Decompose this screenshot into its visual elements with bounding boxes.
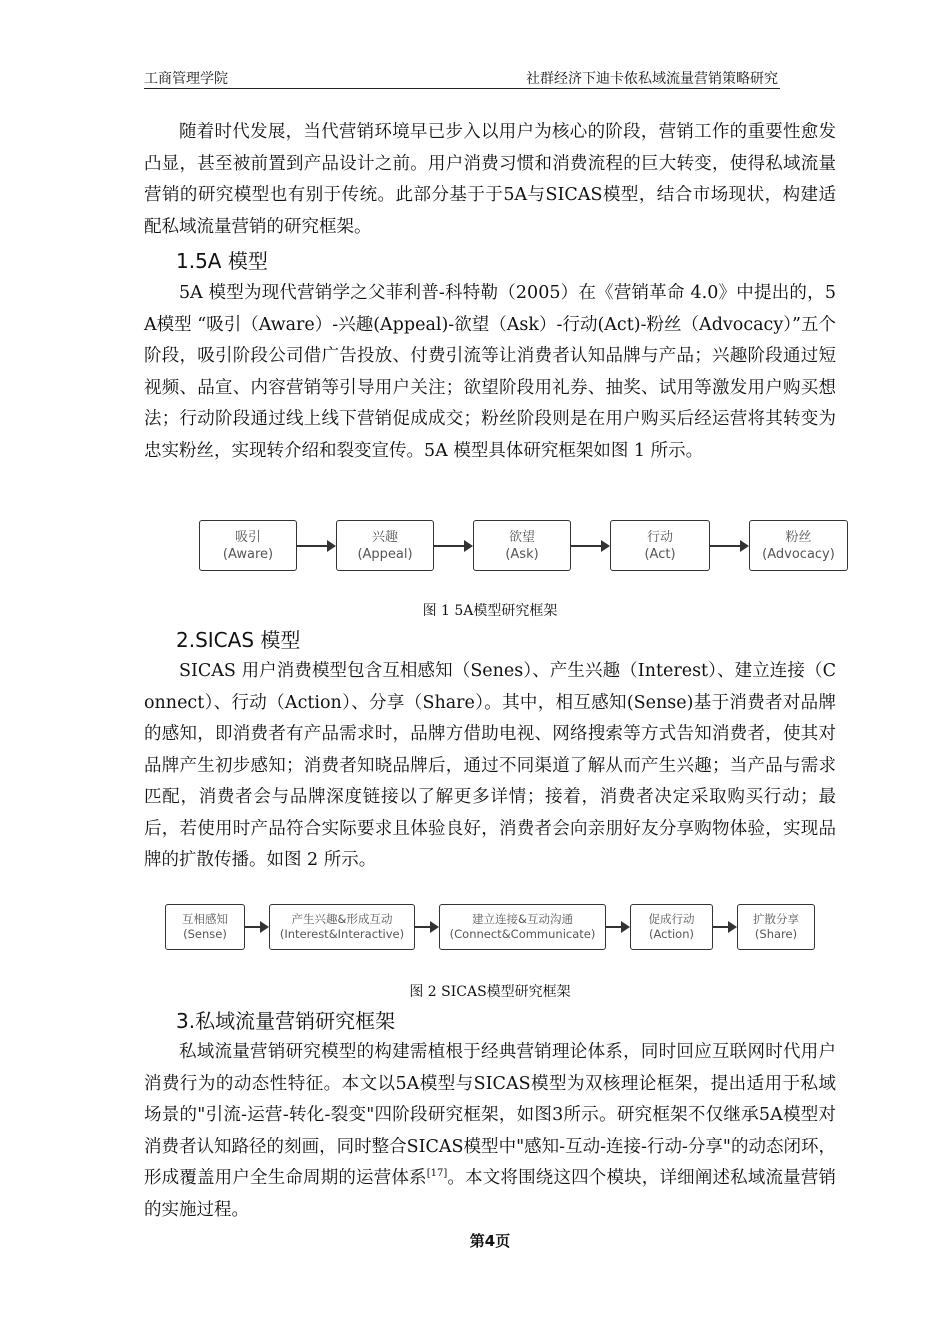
section2-heading: 2.SICAS 模型 — [176, 628, 301, 652]
section1-heading: 1.5A 模型 — [176, 249, 268, 273]
page-header — [144, 66, 780, 89]
figure1-box-label: 行动 — [646, 529, 673, 545]
figure1-box-ask — [473, 520, 571, 571]
figure2-arrow — [606, 926, 628, 928]
figure1-box-advocacy — [749, 520, 848, 571]
figure2-box-label: 产生兴趣&形成互动 — [291, 912, 393, 926]
figure1-arrow — [710, 545, 747, 547]
figure2-box-label: 建立连接&互动沟通 — [472, 912, 573, 926]
figure2-box-label: 扩散分享 — [753, 912, 799, 926]
figure1-box-sublabel: (Aware) — [222, 546, 274, 562]
figure2-box-sublabel: (Share) — [754, 927, 798, 941]
intro-paragraph: 随着时代发展，当代营销环境早已步入以用户为核心的阶段，营销工作的重要性愈发凸显，甚至被前置到产品设计之前。用户消费习惯和消费流程的巨大转变，使得私域流量营销的研究模型也有别于传统。此部分基于于5A与SICAS模型，结合市场现状，构建适配私域流量营销的研究框架。 — [144, 122, 836, 237]
section3-paragraph — [144, 1037, 836, 1226]
figure2-box-sublabel: (Connect&Communicate) — [449, 927, 596, 941]
figure1-box-sublabel: (Act) — [644, 546, 676, 562]
figure1-box-act — [610, 520, 710, 571]
figure2-box-interest — [269, 904, 415, 950]
figure1-arrow — [297, 545, 334, 547]
figure2-arrow — [245, 926, 267, 928]
header-thesis-title: 社群经济下迪卡侬私域流量营销策略研究 — [526, 71, 778, 87]
figure2-box-connect — [439, 904, 606, 950]
figure1-box-sublabel: (Advocacy) — [762, 546, 835, 562]
figure1-box-aware — [199, 520, 297, 571]
figure1-box-appeal — [336, 520, 434, 571]
section2-paragraph: SICAS 用户消费模型包含互相感知（Senes）、产生兴趣（Interest）、建立连接（Connect）、行动（Action）、分享（Share）。其中，相互感知(Sense)基于消费者对品牌的感知，即消费者有产品需求时，品牌方借助电视、网络搜索等方式告知消费者，使其对品牌产生初步感知；消费者知晓品牌后，通过不同渠道了解从而产生兴趣；当产品与需求匹配，消费者会与品牌深度链接以了解更多详情；接着，消费者决定采取购买行动；最后，若使用时产品符合实际要求且体验良好，消费者会向亲朋好友分享购物体验，实现品牌的扩散传播。如图 2 所示。 — [144, 661, 836, 870]
figure2-box-sublabel: (Action) — [649, 927, 694, 941]
figure2-caption: 图 2 SICAS模型研究框架 — [409, 984, 571, 1000]
page-number: 第4页 — [469, 1232, 511, 1250]
figure1-box-label: 兴趣 — [371, 529, 398, 545]
figure2-box-action — [630, 904, 713, 950]
figure1-box-sublabel: (Appeal) — [357, 546, 413, 562]
citation-17[interactable]: [17] — [426, 1168, 448, 1180]
figure1-arrow — [434, 545, 471, 547]
figure2-box-sublabel: (Interest&Interactive) — [279, 927, 405, 941]
section3-paragraph-tail: 。本文将围绕这四个模块，详细阐述私域流量营销的实施过程。 — [144, 1168, 837, 1220]
figure1-box-label: 粉丝 — [785, 529, 812, 545]
figure1-caption: 图 1 5A模型研究框架 — [422, 603, 558, 619]
header-school: 工商管理学院 — [144, 71, 228, 87]
figure2-box-label: 互相感知 — [182, 912, 228, 926]
figure1-arrow — [571, 545, 608, 547]
figure2-box-label: 促成行动 — [648, 912, 695, 926]
section3-paragraph-main: 私域流量营销研究模型的构建需植根于经典营销理论体系，同时回应互联网时代用户消费行为的动态性特征。本文以5A模型与SICAS模型为双核理论框架，提出适用于私域场景的"引流-运营-转化-裂变"四阶段研究框架，如图3所示。研究框架不仅继承5A模型对消费者认知路径的刻画，同时整合SICAS模型中"感知-互动-连接-行动-分享"的动态闭环，形成覆盖用户全生命周期的运营体系 — [144, 1042, 836, 1188]
figure1-box-label: 吸引 — [234, 529, 261, 545]
figure1-box-sublabel: (Ask) — [505, 546, 539, 562]
figure2-arrow — [415, 926, 437, 928]
section3-heading: 3.私域流量营销研究框架 — [176, 1009, 396, 1033]
figure2-box-share — [737, 904, 815, 950]
section1-paragraph: 5A 模型为现代营销学之父菲利普-科特勒（2005）在《营销革命 4.0》中提出的，5A模型 “吸引（Aware）-兴趣(Appeal)-欲望（Ask）-行动(Act)-粉丝（Advocacy）”五个阶段，吸引阶段公司借广告投放、付费引流等让消费者认知品牌与产品；兴趣阶段通过短视频、品宣、内容营销等引导用户关注；欲望阶段用礼券、抽奖、试用等激发用户购买想法；行动阶段通过线上线下营销促成成交；粉丝阶段则是在用户购买后经运营将其转变为忠实粉丝，实现转介绍和裂变宣传。5A 模型具体研究框架如图 1 所示。 — [144, 283, 836, 461]
figure2-box-sublabel: (Sense) — [183, 927, 227, 941]
figure2-box-sense — [165, 904, 245, 950]
figure1-box-label: 欲望 — [508, 529, 535, 545]
figure2-arrow — [713, 926, 735, 928]
